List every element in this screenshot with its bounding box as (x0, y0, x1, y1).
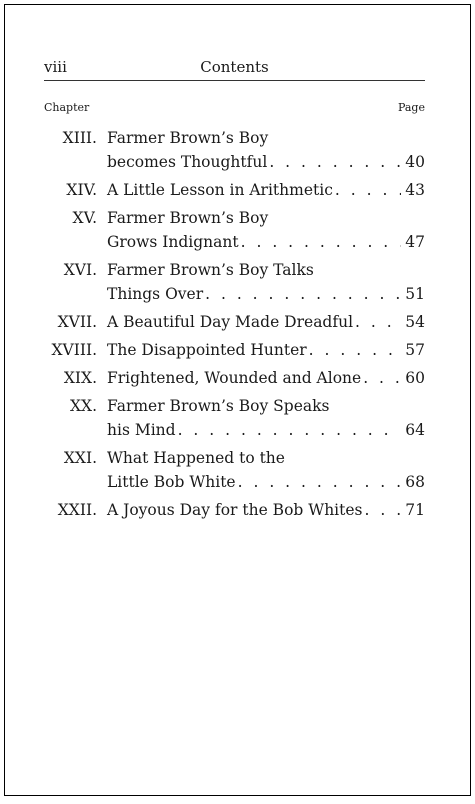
running-header (44, 58, 425, 81)
chapter-title (107, 498, 425, 522)
chapter-title (107, 206, 425, 254)
chapter-title (107, 446, 425, 494)
chapter-title (107, 338, 425, 362)
chapter-title-leader-row (107, 470, 425, 494)
toc-entry (44, 498, 425, 522)
chapter-title-leader-row (107, 418, 425, 442)
chapter-title-line: The Disappointed Hunter (107, 341, 307, 359)
toc-entry (44, 310, 425, 334)
dot-leader (365, 498, 402, 522)
chapter-title (107, 310, 425, 334)
chapter-title (107, 366, 425, 390)
toc-entry (44, 338, 425, 362)
dot-leader (355, 310, 401, 334)
toc-entry (44, 258, 425, 306)
chapter-number: XXI. (63, 449, 97, 467)
dot-leader (363, 366, 401, 390)
chapter-title-line: Frightened, Wounded and Alone (107, 369, 362, 387)
page-number: 43 (405, 181, 425, 199)
toc-entry (44, 366, 425, 390)
page-number: 51 (405, 285, 425, 303)
chapter-title-line: Farmer Brown’s Boy (107, 129, 269, 147)
toc-entry (44, 206, 425, 254)
chapter-title-line: his Mind (107, 421, 176, 439)
chapter-title-line: What Happened to the (107, 449, 285, 467)
chapter-title-line: Farmer Brown’s Boy Speaks (107, 397, 330, 415)
chapter-number: XIII. (62, 129, 97, 147)
dot-leader (241, 230, 402, 254)
page-number: 57 (405, 341, 425, 359)
chapter-title (107, 178, 425, 202)
chapter-number: XVIII. (51, 341, 97, 359)
toc-entry (44, 178, 425, 202)
dot-leader (238, 470, 402, 494)
chapter-title-leader-row (107, 310, 425, 334)
chapter-title (107, 394, 425, 442)
page-number: 68 (405, 473, 425, 491)
chapter-column-heading: Chapter (44, 101, 90, 114)
chapter-title-leader-row (107, 178, 425, 202)
chapter-title-line: Little Bob White (107, 473, 236, 491)
page-column-heading: Page (397, 101, 425, 114)
page-number: 64 (405, 421, 425, 439)
chapter-number: XIV. (66, 181, 97, 199)
chapter-number: XX. (70, 397, 97, 415)
book-page (4, 4, 471, 796)
toc-entry (44, 446, 425, 494)
chapter-number: XV. (72, 209, 97, 227)
chapter-title-leader-row (107, 150, 425, 174)
chapter-title-line: becomes Thoughtful (107, 153, 268, 171)
dot-leader (309, 338, 402, 362)
toc-entry (44, 394, 425, 442)
toc-entry (44, 126, 425, 174)
page-number: 40 (405, 153, 425, 171)
chapter-title (107, 126, 425, 174)
dot-leader (178, 418, 402, 442)
chapter-number: XVI. (63, 261, 97, 279)
page-number: 47 (405, 233, 425, 251)
dot-leader (335, 178, 401, 202)
chapter-number: XVII. (57, 313, 97, 331)
chapter-title-line: A Beautiful Day Made Dreadful (107, 313, 354, 331)
chapter-title (107, 258, 425, 306)
chapter-title-leader-row (107, 230, 425, 254)
chapter-title-leader-row (107, 338, 425, 362)
table-of-contents (44, 126, 425, 526)
chapter-title-leader-row (107, 366, 425, 390)
chapter-title-line: A Little Lesson in Arithmetic (107, 181, 333, 199)
page-title: Contents (200, 58, 269, 76)
chapter-number: XXII. (57, 501, 97, 519)
chapter-title-leader-row (107, 498, 425, 522)
chapter-title-line: Farmer Brown’s Boy (107, 209, 269, 227)
dot-leader (269, 150, 401, 174)
dot-leader (205, 282, 401, 306)
chapter-number: XIX. (63, 369, 97, 387)
chapter-title-leader-row (107, 282, 425, 306)
page-folio: viii (44, 58, 67, 76)
page-number: 54 (405, 313, 425, 331)
chapter-title-line: Grows Indignant (107, 233, 239, 251)
page-number: 71 (405, 501, 425, 519)
chapter-title-line: A Joyous Day for the Bob Whites (107, 501, 363, 519)
chapter-title-line: Farmer Brown’s Boy Talks (107, 261, 314, 279)
page-number: 60 (405, 369, 425, 387)
chapter-title-line: Things Over (107, 285, 204, 303)
